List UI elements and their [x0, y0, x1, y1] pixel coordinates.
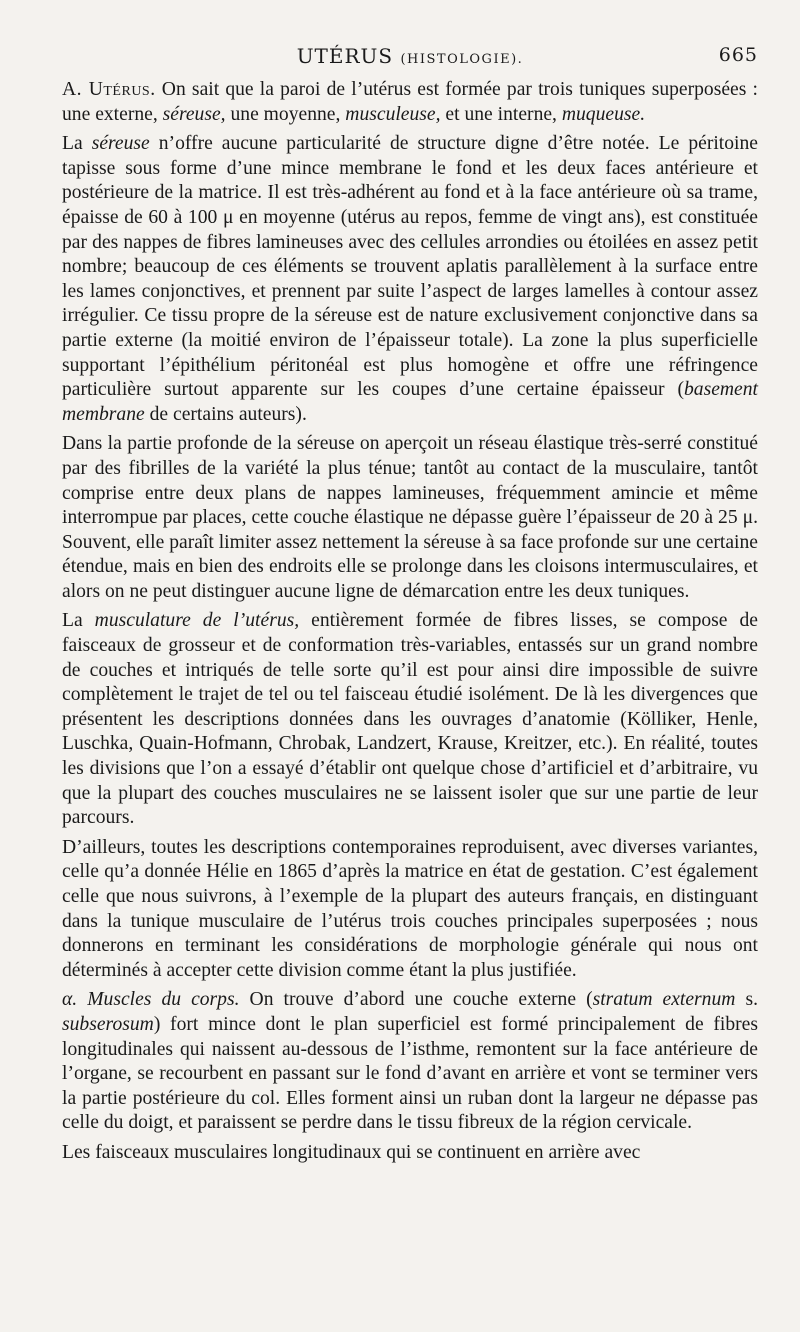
paragraph-2: La séreuse n’offre aucune particularité de structure digne d’être notée. Le péritoine tapisse sous forme d’une mince membrane le fond et les deux faces antérieure et postérieure de la matrice. Il est très-adhérent au fond et à la face antérieure où sa trame, épaisse de 60 à 100 μ en moyenne (utérus au repos, femme de vingt ans), est constituée par des nappes de fibres lamineuses avec des cellules arrondies ou étoilées en assez petit nombre; beaucoup de ces éléments se trouvent aplatis parallèlement à la surface entre les lames conjonctives, et prennent par suite l’aspect de larges lamelles à contour assez irrégulier. Ce tissu propre de la séreuse est de nature exclusivement conjonctive dans sa partie externe (la moitié environ de l’épaisseur totale). La zone la plus superficielle supportant l’épithélium péritonéal est plus homogène et offre une réfringence particulière surtout apparente sur les coupes d’une certaine épaisseur (basement membrane de certains auteurs).: [62, 133, 758, 425]
paragraph-3: Dans la partie profonde de la séreuse on aperçoit un réseau élastique très-serré constitué par des fibrilles de la variété la plus ténue; tantôt au contact de la musculaire, tantôt comprise entre deux plans de nappes lamineuses, fréquemment amincie et même interrompue par places, cette couche élastique ne dépasse guère l’épaisseur de 20 à 25 μ. Souvent, elle paraît limiter assez nettement la séreuse à sa face profonde sur une certaine étendue, mais en bien des endroits elle se prolonge dans les cloisons intermusculaires, et alors on ne peut distinguer aucune ligne de démarcation entre les deux tuniques.: [62, 433, 758, 602]
italic-term: basement membrane: [62, 379, 758, 425]
italic-term: stratum externum: [592, 989, 736, 1011]
paragraph-4: La musculature de l’utérus, entièrement formée de fibres lisses, se compose de faisceaux de grosseur et de conformation très-variables, entassés sur un grand nombre de couches et intriqués de telle sorte qu’il est pour ainsi dire impossible de suivre complètement le trajet de tel ou tel faisceau étudié isolément. De là les divergences que présentent les descriptions données dans les ouvrages d’anatomie (Kölliker, Henle, Luschka, Quain-Hofmann, Chrobak, Landzert, Krause, Kreitzer, etc.). En réalité, toutes les divisions que l’on a essayé d’établir ont quelque chose d’artificiel et d’arbitraire, vu que la plupart des couches musculaires ne se laissent isoler que sur une partie de leur parcours.: [62, 610, 758, 829]
italic-term: séreuse,: [162, 103, 226, 125]
body-text: [62, 78, 758, 1166]
italic-term: muqueuse.: [561, 103, 646, 125]
page-number: 665: [718, 44, 758, 66]
italic-term: α. Muscles du corps.: [62, 989, 240, 1011]
paragraph-5: D’ailleurs, toutes les descriptions contemporaines reproduisent, avec diverses variantes, celle qu’a donnée Hélie en 1865 d’après la matrice en état de gestation. C’est également celle que nous suivrons, à l’exemple de la plupart des auteurs français, en distinguant dans la tunique musculaire de l’utérus trois couches principales superposées ; nous donnerons en terminant les considérations de morphologie générale qui nous ont déterminés à accepter cette division comme étant la plus justifiée.: [62, 836, 758, 981]
italic-term: musculature de l’utérus,: [94, 610, 300, 632]
paragraph-7: Les faisceaux musculaires longitudinaux qui se continuent en arrière avec: [62, 1141, 641, 1163]
paragraph-1: A. Utérus. On sait que la paroi de l’utérus est formée par trois tuniques superposées : une externe, séreuse, une moyenne, musculeuse, et une interne, muqueuse.: [62, 79, 758, 125]
italic-term: subserosum: [62, 1013, 154, 1035]
paragraph-6: α. Muscles du corps. On trouve d’abord une couche externe (stratum externum s. subserosum) fort mince dont le plan superficiel est formé principalement de fibres longitudinales qui naissent au-dessous de l’isthme, remontent sur la face antérieure de l’organe, se recourbent en passant sur le fond d’avant en arrière et vont se terminer vers la partie postérieure du col. Elles forment ainsi un ruban dont la largeur ne dépasse pas celle du doigt, et paraissent se perdre dans le tissu fibreux de la région cervicale.: [62, 989, 758, 1134]
running-title: UTÉRUS: [296, 44, 394, 68]
italic-term: séreuse: [91, 133, 150, 155]
running-head: [62, 44, 758, 78]
italic-term: musculeuse,: [345, 103, 441, 125]
running-subtitle: (HISTOLOGIE).: [400, 52, 524, 67]
section-lead: A. Utérus.: [62, 79, 156, 100]
